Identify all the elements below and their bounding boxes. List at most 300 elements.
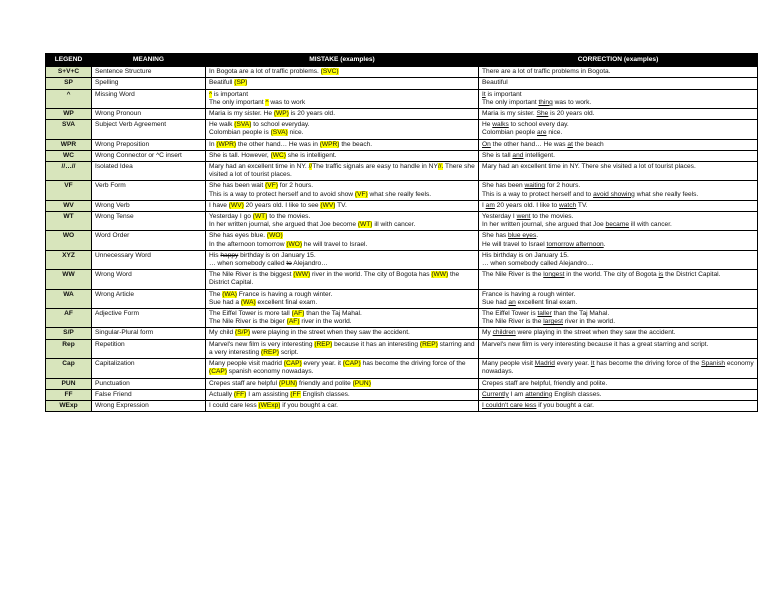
correction-segment: tomorrow afternoon [546, 240, 604, 248]
correction-segment: The Nile River is the [482, 271, 544, 279]
mistake-segment: (SP) [234, 79, 248, 87]
correction-segment: The Nile River is the [482, 318, 544, 326]
meaning-cell: Wrong Connector or ^C insert [92, 150, 206, 161]
mistake-segment: //. [437, 163, 444, 171]
table-row [46, 289, 758, 308]
mistake-segment: (PUN) [352, 379, 371, 387]
table-row [46, 231, 758, 250]
correction-segment: went [516, 213, 531, 221]
mistake-segment: (AF) [291, 310, 305, 318]
mistake-segment: (SVA) [234, 121, 252, 129]
correction-segment: longest [543, 271, 565, 279]
mistake-segment: spanish economy nowadays. [226, 368, 314, 376]
table-row [46, 400, 758, 411]
meaning-cell: Sentence Structure [92, 67, 206, 78]
mistake-segment: She is tall. However, [209, 151, 271, 159]
correction-segment: taller [537, 310, 552, 318]
mistake-segment: France is having a rough winter. [236, 290, 333, 298]
correction-segment: is 20 years old. [548, 110, 595, 118]
mistake-segment: Beatifull [209, 79, 235, 87]
mistake-segment: TV. [335, 201, 347, 209]
correction-segment: There are a lot of traffic problems in Bogota. [482, 68, 611, 76]
header-meaning: MEANING [92, 54, 206, 67]
mistake-segment: every year. it [301, 360, 343, 368]
mistake-segment: (WPR) [319, 140, 340, 148]
mistake-segment: (SVC) [320, 68, 339, 76]
mistake-cell [206, 289, 479, 308]
correction-cell [479, 359, 758, 378]
mistake-segment: (WV) [228, 201, 244, 209]
legend-code: ^ [46, 89, 92, 108]
legend-code: WT [46, 212, 92, 231]
mistake-segment: is important [212, 90, 249, 98]
correction-segment: than the Taj Mahal. [551, 310, 610, 318]
mistake-segment: English classes. [300, 390, 350, 398]
correction-segment: waiting [524, 182, 546, 190]
correction-cell [479, 150, 758, 161]
mistake-segment: what she really feels. [367, 190, 432, 198]
table-row [46, 250, 758, 269]
mistake-segment: His [209, 251, 221, 259]
correction-segment: English classes. [552, 390, 602, 398]
correction-segment: is important [485, 90, 522, 98]
mistake-segment: birthday is on January 15. [238, 251, 316, 259]
mistake-segment: In Bogota are a lot of traffic problems. [209, 68, 321, 76]
legend-table [45, 53, 758, 412]
mistake-segment: Mary had an excellent time in NY. [209, 163, 309, 171]
meaning-cell: Singular-Plural form [92, 328, 206, 339]
table-row [46, 309, 758, 328]
mistake-segment: he will travel to Israel. [302, 240, 368, 248]
mistake-segment: is 20 years old. [288, 110, 336, 118]
mistake-cell [206, 309, 479, 328]
table-row [46, 89, 758, 108]
correction-segment: Currently [482, 390, 509, 398]
mistake-segment: (WC) [270, 151, 286, 159]
correction-cell [479, 162, 758, 181]
mistake-cell [206, 400, 479, 411]
mistake-cell [206, 181, 479, 200]
mistake-segment: I could care less [209, 401, 259, 409]
table-row [46, 378, 758, 389]
table-row [46, 139, 758, 150]
mistake-segment: script. [279, 348, 299, 356]
legend-code: WO [46, 231, 92, 250]
header-correction: CORRECTION (examples) [479, 54, 758, 67]
table-row [46, 78, 758, 89]
mistake-segment: The [209, 290, 223, 298]
correction-segment: to school every day. [508, 121, 569, 129]
mistake-segment: ill with cancer. [372, 221, 416, 229]
meaning-cell: Wrong Pronoun [92, 109, 206, 120]
mistake-segment: (FF [290, 390, 301, 398]
mistake-segment: The traffic signals are easy to handle in NY [312, 163, 438, 171]
correction-segment: the beach [572, 140, 604, 148]
mistake-segment: (S/P) [235, 329, 251, 337]
correction-segment: was to work. [552, 98, 592, 106]
mistake-segment: Maria is my sister. He [209, 110, 274, 118]
header-row [46, 54, 758, 67]
correction-segment: at [567, 140, 573, 148]
mistake-segment: (WW) [431, 271, 449, 279]
mistake-segment: 20 years old. I like to see [243, 201, 321, 209]
mistake-cell [206, 109, 479, 120]
legend-code: PUN [46, 378, 92, 389]
correction-segment: if you bought a car. [536, 401, 594, 409]
table-row [46, 120, 758, 139]
correction-segment: Spanish [701, 360, 726, 368]
correction-segment: On [482, 140, 491, 148]
header-legend: LEGEND [46, 54, 92, 67]
mistake-segment: Actually [209, 390, 234, 398]
correction-segment: for 2 hours. [545, 182, 581, 190]
table-row [46, 359, 758, 378]
mistake-segment: nice. [287, 129, 304, 137]
mistake-cell [206, 200, 479, 211]
mistake-cell [206, 250, 479, 269]
mistake-segment: has become the driving force of the [360, 360, 466, 368]
correction-segment: TV. [576, 201, 588, 209]
mistake-segment: Colombian people is [209, 129, 271, 137]
mistake-segment: (PUN) [278, 379, 298, 387]
correction-segment: excellent final exam. [515, 298, 578, 306]
correction-segment: walks [492, 121, 509, 129]
correction-segment: avoid showing [593, 190, 635, 198]
correction-segment: … when somebody called Alejandro… [482, 260, 594, 268]
mistake-cell [206, 78, 479, 89]
mistake-cell [206, 270, 479, 289]
mistake-segment: (WA) [240, 298, 256, 306]
mistake-cell [206, 120, 479, 139]
correction-segment: economy nowadays. [482, 360, 754, 376]
mistake-segment: (WPR) [216, 140, 237, 148]
correction-cell [479, 339, 758, 358]
mistake-segment: The Eiffel Tower is more tall [209, 310, 292, 318]
meaning-cell: Missing Word [92, 89, 206, 108]
table-row [46, 150, 758, 161]
meaning-cell: Repetition [92, 339, 206, 358]
legend-code: SP [46, 78, 92, 89]
correction-segment: It [482, 90, 486, 98]
mistake-segment: My child [209, 329, 236, 337]
mistake-cell [206, 231, 479, 250]
mistake-segment: (WT) [252, 213, 268, 221]
legend-rows [46, 67, 758, 412]
correction-segment: an [508, 298, 516, 306]
mistake-segment: (CAP) [283, 360, 302, 368]
correction-cell [479, 400, 758, 411]
correction-segment: Crepes staff are helpful, friendly and polite. [482, 379, 608, 387]
mistake-segment: ^ [209, 90, 213, 98]
mistake-segment: ^ [265, 98, 269, 106]
mistake-segment: she is intelligent. [285, 151, 337, 159]
mistake-segment: (REP) [261, 348, 279, 356]
mistake-segment: river in the world. The city of Bogota has [310, 271, 432, 279]
mistake-segment: (CAP) [209, 368, 227, 376]
mistake-segment: He walk [209, 121, 235, 129]
correction-segment: Maria is my sister. [482, 110, 537, 118]
legend-code: WExp [46, 400, 92, 411]
mistake-segment: There she visited a lot of tourist places. [209, 163, 475, 179]
mistake-cell [206, 150, 479, 161]
meaning-cell: Subject Verb Agreement [92, 120, 206, 139]
meaning-cell: Wrong Article [92, 289, 206, 308]
table-row [46, 339, 758, 358]
mistake-segment: Marvel's new film is very interesting [209, 340, 315, 348]
correction-segment: Madrid [534, 360, 555, 368]
legend-code: WW [46, 270, 92, 289]
correction-segment: This is a way to protect herself and to [482, 190, 594, 198]
correction-cell [479, 309, 758, 328]
mistake-segment: than the Taj Mahal. [304, 310, 362, 318]
mistake-segment: … when somebody called [209, 260, 287, 268]
correction-cell [479, 250, 758, 269]
table-row [46, 212, 758, 231]
mistake-segment: In [209, 140, 217, 148]
correction-segment: am [485, 201, 495, 209]
mistake-segment: if you bought a car. [280, 401, 339, 409]
mistake-segment: Yesterday I go [209, 213, 253, 221]
correction-segment: river in the world. [563, 318, 616, 326]
mistake-segment: the District Capital. [209, 271, 460, 287]
correction-segment: In her written journal, she argued that Joe [482, 221, 606, 229]
correction-cell [479, 89, 758, 108]
correction-segment: I am [508, 390, 526, 398]
legend-code: SVA [46, 120, 92, 139]
correction-segment: I [482, 201, 486, 209]
correction-cell [479, 231, 758, 250]
header-mistake: MISTAKE (examples) [206, 54, 479, 67]
correction-segment: 20 years old. I like to [494, 201, 559, 209]
correction-segment: France is having a rough winter. [482, 290, 576, 298]
legend-code: WC [46, 150, 92, 161]
mistake-segment: Alejandro… [291, 260, 328, 268]
mistake-segment: The only important [209, 98, 266, 106]
table-row [46, 109, 758, 120]
mistake-cell [206, 389, 479, 400]
table-row [46, 270, 758, 289]
correction-segment: to the movies. [530, 213, 574, 221]
mistake-segment: (WV) [320, 201, 336, 209]
meaning-cell: Verb Form [92, 181, 206, 200]
correction-segment: every year. [554, 360, 591, 368]
mistake-cell [206, 328, 479, 339]
mistake-segment: (CAP) [342, 360, 361, 368]
legend-code: WP [46, 109, 92, 120]
correction-segment: intelligent. [523, 151, 555, 159]
correction-cell [479, 270, 758, 289]
mistake-segment: friendly and polite [297, 379, 353, 387]
mistake-segment: (REP) [314, 340, 333, 348]
correction-segment: Yesterday I [482, 213, 517, 221]
mistake-segment: were playing in the street when they saw the accident. [250, 329, 410, 337]
correction-segment: blue eyes [508, 232, 537, 240]
meaning-cell: Isolated Idea [92, 162, 206, 181]
legend-code: //…// [46, 162, 92, 181]
correction-segment: I couldn't care less [482, 401, 537, 409]
meaning-cell: Wrong Expression [92, 400, 206, 411]
mistake-cell [206, 212, 479, 231]
mistake-segment: to school everyday. [251, 121, 310, 129]
meaning-cell: Wrong Word [92, 270, 206, 289]
mistake-segment: (REP) [419, 340, 438, 348]
correction-cell [479, 212, 758, 231]
legend-code: S/P [46, 328, 92, 339]
correction-segment: what she really feels. [634, 190, 699, 198]
correction-segment: It [590, 360, 595, 368]
mistake-segment: because it has an interesting [332, 340, 420, 348]
correction-cell [479, 109, 758, 120]
mistake-cell [206, 359, 479, 378]
correction-cell [479, 378, 758, 389]
correction-segment: She is tall [482, 151, 513, 159]
mistake-segment: (WO) [286, 240, 303, 248]
mistake-cell [206, 162, 479, 181]
correction-cell [479, 328, 758, 339]
mistake-cell [206, 89, 479, 108]
legend-code: WV [46, 200, 92, 211]
correction-segment: children [492, 329, 516, 337]
mistake-segment: // [308, 163, 313, 171]
mistake-segment: to the movies. [267, 213, 311, 221]
correction-cell [479, 200, 758, 211]
legend-code: S+V+C [46, 67, 92, 78]
meaning-cell: Word Order [92, 231, 206, 250]
correction-segment: Sue had [482, 298, 509, 306]
correction-segment: The Eiffel Tower is [482, 310, 538, 318]
correction-segment: She [536, 110, 549, 118]
correction-segment: My [482, 329, 493, 337]
correction-segment: were playing in the street when they saw the accident. [515, 329, 676, 337]
mistake-segment: was to work [268, 98, 306, 106]
correction-segment: He [482, 121, 493, 129]
table-row [46, 200, 758, 211]
correction-segment: attending [525, 390, 553, 398]
correction-cell [479, 289, 758, 308]
table-row [46, 328, 758, 339]
mistake-segment: for 2 hours. [277, 182, 314, 190]
mistake-segment: (SVA) [270, 129, 288, 137]
meaning-cell: Capitalization [92, 359, 206, 378]
mistake-segment: The Nile River is the biggest [209, 271, 294, 279]
correction-segment: The only important [482, 98, 539, 106]
correction-segment: thing [538, 98, 553, 106]
mistake-cell [206, 339, 479, 358]
legend-code: AF [46, 309, 92, 328]
meaning-cell: Unnecessary Word [92, 250, 206, 269]
mistake-segment: excellent final exam. [255, 298, 318, 306]
legend-code: XYZ [46, 250, 92, 269]
meaning-cell: Punctuation [92, 378, 206, 389]
correction-segment: the District Capital. [663, 271, 721, 279]
legend-code: FF [46, 389, 92, 400]
correction-segment: nice. [546, 129, 563, 137]
mistake-segment: (WExp) [258, 401, 281, 409]
meaning-cell: Spelling [92, 78, 206, 89]
correction-segment: Many people visit [482, 360, 535, 368]
mistake-segment: (WO) [266, 232, 283, 240]
mistake-segment: She has been wait [209, 182, 266, 190]
mistake-segment: I have [209, 201, 229, 209]
mistake-cell [206, 139, 479, 150]
mistake-segment: (VF) [354, 190, 368, 198]
mistake-segment: Many people visit madrid [209, 360, 284, 368]
mistake-segment: In her written journal, she argued that Joe become [209, 221, 358, 229]
table-row [46, 181, 758, 200]
mistake-segment: Crepes staff are helpful [209, 379, 279, 387]
mistake-segment: I am assisting [246, 390, 291, 398]
mistake-segment: the beach. [339, 140, 373, 148]
meaning-cell: Adjective Form [92, 309, 206, 328]
correction-segment: has become the driving force of the [594, 360, 702, 368]
correction-segment: She has [482, 232, 509, 240]
mistake-segment: This is a way to protect herself and to avoid show [209, 190, 355, 198]
mistake-segment: (WP) [273, 110, 289, 118]
meaning-cell: Wrong Preposition [92, 139, 206, 150]
mistake-segment: (AF) [286, 318, 300, 326]
correction-segment: became [605, 221, 629, 229]
mistake-segment: to [286, 260, 292, 268]
correction-cell [479, 139, 758, 150]
table-row [46, 162, 758, 181]
correction-segment: . [536, 232, 539, 240]
correction-segment: watch [558, 201, 577, 209]
correction-cell [479, 78, 758, 89]
mistake-segment: She has eyes blue. [209, 232, 267, 240]
correction-segment: in the world. The city of Bogota [564, 271, 659, 279]
correction-segment: largest [543, 318, 563, 326]
correction-segment: Mary had an excellent time in NY. There she visited a lot of tourist places. [482, 163, 696, 171]
mistake-segment: (WT) [357, 221, 373, 229]
correction-segment: is [658, 271, 664, 279]
correction-segment: are [537, 129, 547, 137]
mistake-segment: starring and a very interesting [209, 340, 475, 356]
correction-segment: . [603, 240, 606, 248]
mistake-segment: The Nile River is the biger [209, 318, 287, 326]
correction-segment: the other hand… He was [490, 140, 568, 148]
correction-segment: Marvel's new film is very interesting because it has a great starring and script. [482, 340, 709, 348]
correction-cell [479, 389, 758, 400]
table-row [46, 389, 758, 400]
correction-segment: Colombian people [482, 129, 537, 137]
correction-cell [479, 67, 758, 78]
mistake-segment: river in the world. [299, 318, 352, 326]
correction-segment: Beautiful [482, 79, 508, 87]
correction-cell [479, 181, 758, 200]
correction-cell [479, 120, 758, 139]
legend-code: VF [46, 181, 92, 200]
mistake-segment: happy [220, 251, 239, 259]
mistake-segment: the other hand… He was in [236, 140, 320, 148]
correction-segment: She has been [482, 182, 525, 190]
correction-segment: ill with cancer. [629, 221, 672, 229]
mistake-segment: (FF) [233, 390, 247, 398]
correction-segment: and [512, 151, 524, 159]
mistake-segment: (WW) [293, 271, 311, 279]
correction-segment: He will travel to Israel [482, 240, 547, 248]
mistake-segment: (VF) [265, 182, 278, 190]
mistake-segment: In the afternoon tomorrow [209, 240, 287, 248]
legend-code: Cap [46, 359, 92, 378]
meaning-cell: Wrong Tense [92, 212, 206, 231]
legend-code: WPR [46, 139, 92, 150]
meaning-cell: False Friend [92, 389, 206, 400]
mistake-cell [206, 67, 479, 78]
legend-code: WA [46, 289, 92, 308]
meaning-cell: Wrong Verb [92, 200, 206, 211]
table-row [46, 67, 758, 78]
mistake-segment: (WA) [222, 290, 237, 298]
